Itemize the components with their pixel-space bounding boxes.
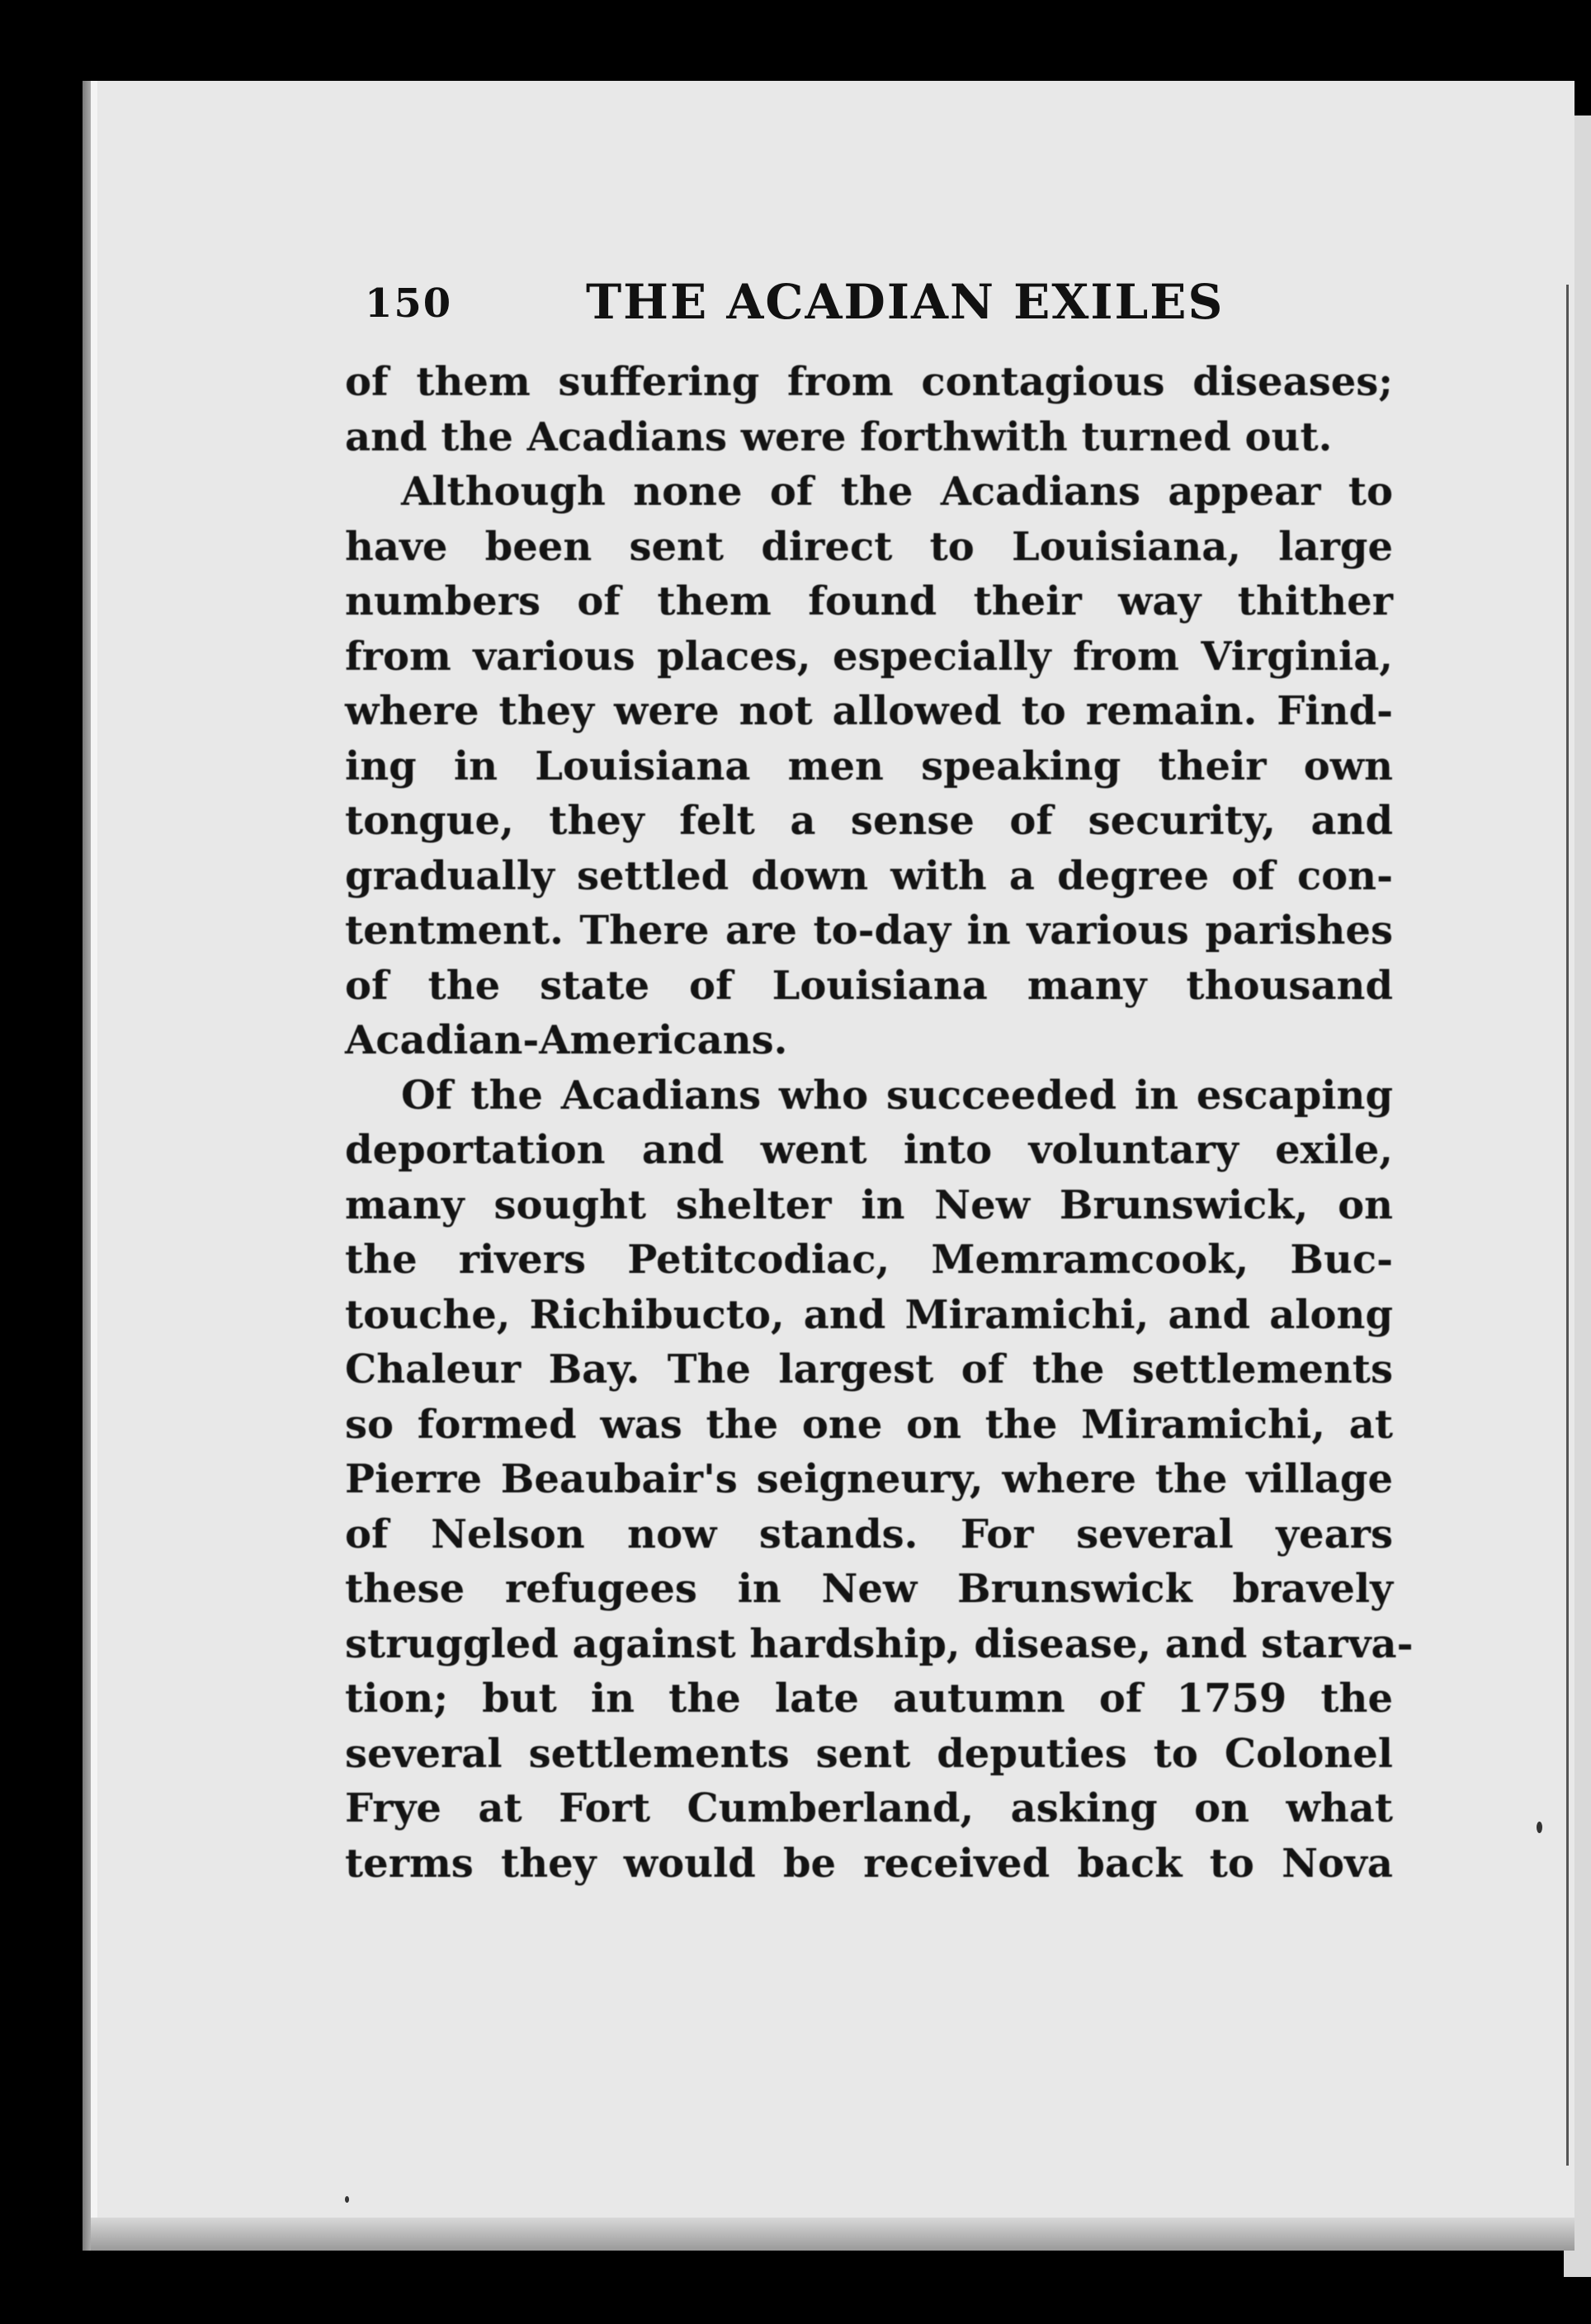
page-number: 150 (365, 280, 453, 327)
scan-speck (345, 2196, 349, 2203)
text-line: Acadian-Americans. (345, 1017, 788, 1063)
text-line: so formed was the one on the Miramichi, at (345, 1401, 1393, 1448)
gutter-line (1566, 285, 1569, 2166)
text-line: numbers of them found their way thither (345, 578, 1393, 625)
text-line: Of the Acadians who succeeded in escaping (401, 1072, 1393, 1119)
text-line: from various places, especially from Virginia, (345, 633, 1393, 680)
text-line: tongue, they felt a sense of security, and (345, 798, 1393, 844)
text-line: Pierre Beaubair's seigneury, where the village (345, 1456, 1393, 1502)
text-line: and the Acadians were forthwith turned out. (345, 413, 1333, 460)
text-line: many sought shelter in New Brunswick, on (345, 1181, 1393, 1228)
body-text (345, 355, 1414, 1891)
page-bottom-edge (91, 2218, 1574, 2251)
text-line: of Nelson now stands. For several years (345, 1511, 1393, 1558)
text-line: Chaleur Bay. The largest of the settlements (345, 1346, 1393, 1393)
text-line: several settlements sent deputies to Colonel (345, 1730, 1393, 1777)
text-line: Frye at Fort Cumberland, asking on what (345, 1785, 1393, 1831)
text-line: touche, Richibucto, and Miramichi, and along (345, 1291, 1393, 1338)
text-line: struggled against hardship, disease, and starva- (345, 1620, 1414, 1667)
text-line: of the state of Louisiana many thousand (345, 962, 1393, 1009)
text-line: deportation and went into voluntary exile, (345, 1127, 1393, 1173)
text-line: gradually settled down with a degree of con- (345, 852, 1393, 899)
text-line: tentment. There are to-day in various parishes (345, 907, 1393, 954)
running-head (365, 274, 1225, 340)
text-line: terms they would be received back to Nova (345, 1840, 1393, 1887)
text-line: these refugees in New Brunswick bravely (345, 1566, 1393, 1612)
text-line: have been sent direct to Louisiana, large (345, 523, 1393, 570)
text-line: ing in Louisiana men speaking their own (345, 742, 1393, 790)
text-line: Although none of the Acadians appear to (401, 469, 1393, 515)
scan-speck (1537, 1822, 1542, 1833)
text-line: where they were not allowed to remain. Find- (345, 688, 1393, 734)
text-line: the rivers Petitcodiac, Memramcook, Buc- (345, 1237, 1393, 1283)
running-title: THE ACADIAN EXILES (586, 274, 1225, 330)
text-line: tion; but in the late autumn of 1759 the (345, 1676, 1393, 1722)
text-line: of them suffering from contagious diseases; (345, 359, 1393, 405)
